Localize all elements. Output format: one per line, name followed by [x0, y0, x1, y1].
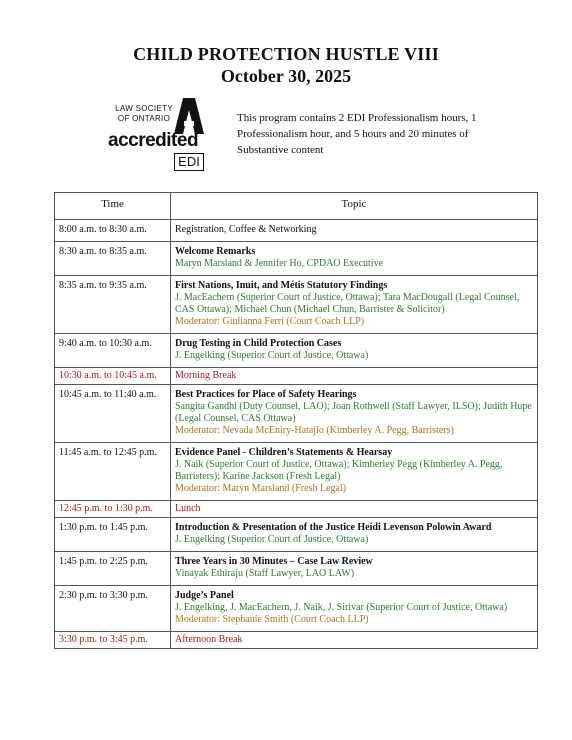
topic-title: Lunch [175, 503, 201, 514]
column-header-topic: Topic [171, 193, 538, 220]
topic-moderator: Moderator: Stephanie Smith (Court Coach LLP) [175, 614, 369, 625]
schedule-table [54, 192, 538, 649]
table-row [55, 552, 538, 586]
session-topic [171, 501, 538, 518]
session-time: 10:30 a.m. to 10:45 a.m. [55, 368, 171, 385]
topic-speakers: J. Engelking, J. MacEachern, J. Naik, J. Sirivar (Superior Court of Justice, Ottawa) [175, 602, 508, 613]
logo-accredited-text: accredited [108, 130, 199, 151]
topic-title: Evidence Panel - Children’s Statements & Hearsay [175, 447, 393, 458]
session-time: 8:35 a.m. to 9:35 a.m. [55, 276, 171, 334]
column-header-time: Time [55, 193, 171, 220]
break-row [55, 368, 538, 385]
session-topic [171, 586, 538, 632]
accredited-a-icon [174, 98, 204, 134]
table-header-row [55, 193, 538, 220]
session-time: 2:30 p.m. to 3:30 p.m. [55, 586, 171, 632]
topic-speakers: J. Engelking (Superior Court of Justice, Ottawa) [175, 350, 369, 361]
table-row [55, 586, 538, 632]
program-note: This program contains 2 EDI Professionalism hours, 1 Professionalism hour, and 5 hours and 20 minutes of Substantive content [237, 112, 477, 156]
session-time: 1:45 p.m. to 2:25 p.m. [55, 552, 171, 586]
session-topic [171, 632, 538, 649]
topic-title: Afternoon Break [175, 634, 243, 645]
table-row [55, 220, 538, 242]
session-time: 10:45 a.m. to 11:40 a.m. [55, 385, 171, 443]
page-title: CHILD PROTECTION HUSTLE VIII [133, 44, 439, 64]
session-topic [171, 552, 538, 586]
topic-title: Welcome Remarks [175, 246, 256, 257]
topic-speakers: J. Naik (Superior Court of Justice, Ottawa); Kimberley Pegg (Kimberley A. Pegg, Barristers); Karine Jackson (Fresh Legal) [175, 459, 503, 482]
event-date: October 30, 2025 [220, 66, 352, 86]
session-topic [171, 385, 538, 443]
break-row [55, 632, 538, 649]
topic-moderator: Moderator: Giulianna Ferri (Court Coach LLP) [175, 316, 365, 327]
session-topic [171, 443, 538, 501]
session-time: 8:30 a.m. to 8:35 a.m. [55, 242, 171, 276]
topic-moderator: Moderator: Nevada McEniry-Hatajlo (Kimberley A. Pegg, Barristers) [175, 425, 454, 436]
topic-speakers: Maryn Marsland & Jennifer Ho, CPDAO Executive [175, 258, 384, 269]
topic-title: Morning Break [175, 370, 237, 381]
session-topic [171, 368, 538, 385]
session-time: 11:45 a.m. to 12:45 p.m. [55, 443, 171, 501]
break-row [55, 501, 538, 518]
topic-title: Best Practices for Place of Safety Hearings [175, 389, 357, 400]
logo-org-name: LAW SOCIETY OF ONTARIO [115, 104, 173, 123]
lso-accredited-edi-logo [108, 98, 220, 174]
topic-speakers: J. MacEachern (Superior Court of Justice, Ottawa); Tara MacDougall (Legal Counsel, CAS Ottawa); Michael Chun (Michael Chun, Barrister & Solicitor) [175, 292, 520, 315]
session-topic [171, 518, 538, 552]
session-time: 8:00 a.m. to 8:30 a.m. [55, 220, 171, 242]
topic-title: First Nations, Inuit, and Métis Statutory Findings [175, 280, 388, 291]
session-time: 3:30 p.m. to 3:45 p.m. [55, 632, 171, 649]
session-time: 9:40 a.m. to 10:30 a.m. [55, 334, 171, 368]
session-topic [171, 334, 538, 368]
topic-title: Introduction & Presentation of the Justice Heidi Levenson Polowin Award [175, 522, 492, 533]
topic-speakers: Vinayak Ethiraju (Staff Lawyer, LAO LAW) [175, 568, 355, 579]
table-row [55, 385, 538, 443]
session-time: 1:30 p.m. to 1:45 p.m. [55, 518, 171, 552]
session-topic [171, 242, 538, 276]
table-row [55, 242, 538, 276]
table-row [55, 443, 538, 501]
logo-edi-badge: EDI [174, 153, 204, 171]
topic-title: Judge’s Panel [175, 590, 234, 601]
topic-speakers: J. Engelking (Superior Court of Justice, Ottawa) [175, 534, 369, 545]
session-topic [171, 220, 538, 242]
topic-title: Registration, Coffee & Networking [175, 224, 317, 235]
topic-moderator: Moderator: Maryn Marsland (Fresh Legal) [175, 483, 347, 494]
table-row [55, 276, 538, 334]
topic-speakers: Sangita Gandhi (Duty Counsel, LAO); Joan Rothwell (Staff Lawyer, ILSO); Judith Hupe (Legal Counsel, CAS Ottawa) [175, 401, 532, 424]
table-row [55, 334, 538, 368]
topic-title: Three Years in 30 Minutes – Case Law Review [175, 556, 373, 567]
table-row [55, 518, 538, 552]
session-topic [171, 276, 538, 334]
session-time: 12:45 p.m. to 1:30 p.m. [55, 501, 171, 518]
topic-title: Drug Testing in Child Protection Cases [175, 338, 342, 349]
